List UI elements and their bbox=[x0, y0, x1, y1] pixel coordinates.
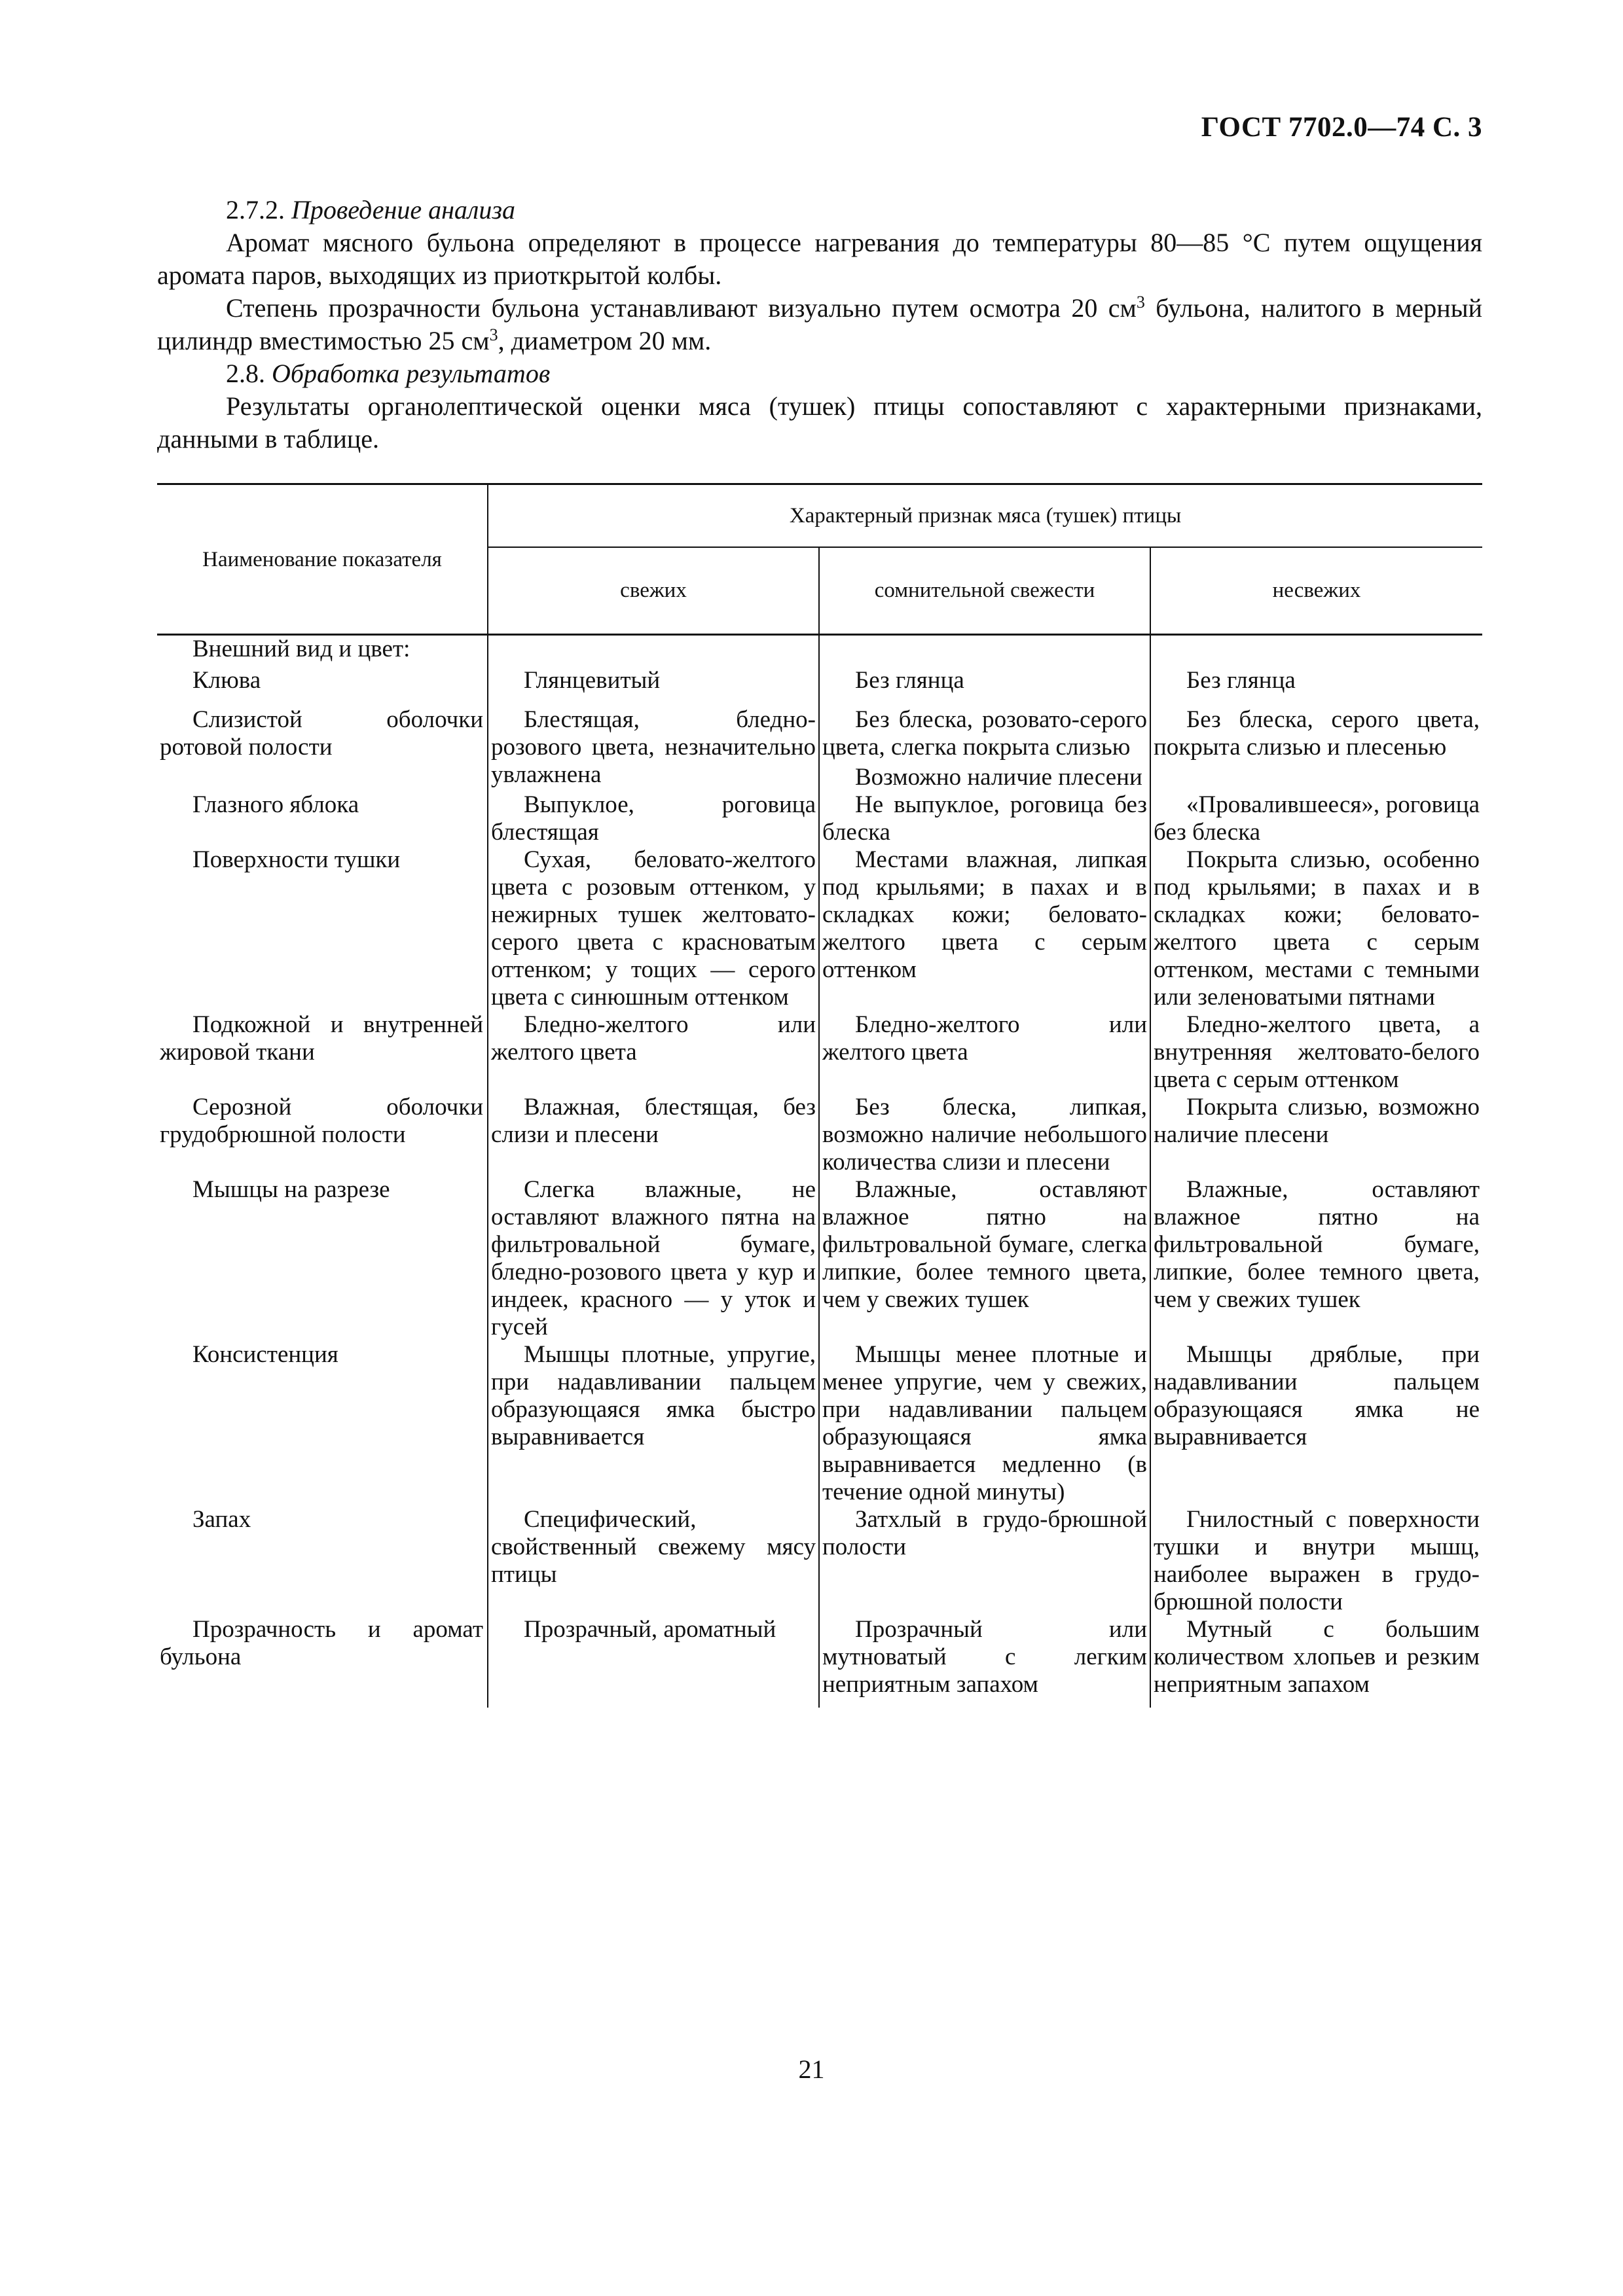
table-row bbox=[157, 1011, 1482, 1094]
cell-doubtful: Мышцы менее плотные и менее упругие, чем у свежих, при надавливании пальцем образующаяся ямка выравнивается медленно (в течение одной минуты) bbox=[819, 1341, 1150, 1506]
indicator-name: Глазного яблока bbox=[192, 791, 359, 818]
table-row bbox=[157, 1341, 1482, 1506]
header-doubtful: сомнительной свежести bbox=[819, 547, 1150, 635]
paragraph-aroma: Аромат мясного бульона определяют в процессе нагревания до температуры 80—85 °С путем ощущения аромата паров, выходящих из приоткрытой колбы. bbox=[157, 228, 1482, 290]
cell-fresh: Выпуклое, роговица блестящая bbox=[488, 791, 819, 846]
cell-doubtful: Прозрачный или мутноватый с легким неприятным запахом bbox=[819, 1616, 1150, 1708]
section-number: 2.7.2. bbox=[226, 195, 285, 224]
header-characteristic-group: Характерный признак мяса (тушек) птицы bbox=[488, 484, 1482, 547]
cell-fresh: Мышцы плотные, упругие, при надавливании пальцем образующаяся ямка быстро выравнивается bbox=[488, 1341, 819, 1506]
cell-stale: Мутный с большим количеством хлопьев и резким неприятным запахом bbox=[1150, 1616, 1482, 1708]
table-row bbox=[157, 663, 1482, 706]
cell-fresh: Специфический, свойственный свежему мясу птицы bbox=[488, 1506, 819, 1616]
text-span: , диаметром 20 мм. bbox=[498, 326, 712, 355]
cell-doubtful-note: Возможно наличие плесени bbox=[855, 764, 1142, 791]
cell-stale: Влажные, оставляют влажное пятно на фильтровальной бумаге, липкие, более темного цвета, чем у свежих тушек bbox=[1150, 1176, 1482, 1341]
cell-doubtful: Затхлый в грудо-брюшной полости bbox=[819, 1506, 1150, 1616]
empty-cell bbox=[819, 635, 1150, 664]
cell-doubtful bbox=[819, 706, 1150, 791]
indicator-name: Клюва bbox=[192, 667, 261, 694]
indicator-name: Запах bbox=[192, 1506, 251, 1533]
header-indicator-name: Наименование показателя bbox=[157, 484, 488, 635]
cell-fresh: Бледно-желтого или желтого цвета bbox=[488, 1011, 819, 1094]
cell-doubtful: Без глянца bbox=[819, 663, 1150, 706]
cell-stale: Без блеска, серого цвета, покрыта слизью и плесенью bbox=[1150, 706, 1482, 791]
section-number: 2.8. bbox=[226, 359, 265, 388]
section-2-8-heading bbox=[157, 357, 1482, 390]
indicator-name: Мышцы на разрезе bbox=[192, 1176, 390, 1203]
characteristics-table bbox=[157, 483, 1482, 1708]
empty-cell bbox=[1150, 635, 1482, 664]
cell-doubtful: Не выпуклое, роговица без блеска bbox=[819, 791, 1150, 846]
cell-fresh: Глянцевитый bbox=[488, 663, 819, 706]
superscript: 3 bbox=[1136, 293, 1145, 312]
section-2-7-2 bbox=[157, 194, 1482, 456]
cell-stale: Гнилостный с поверхности тушки и внутри мышц, наиболее выражен в грудо-брюшной полости bbox=[1150, 1506, 1482, 1616]
cell-doubtful: Без блеска, липкая, возможно наличие небольшого количества слизи и плесени bbox=[819, 1094, 1150, 1176]
cell-doubtful: Местами влажная, липкая под крыльями; в пахах и в складках кожи; беловато-желтого цвета с серым оттенком bbox=[819, 846, 1150, 1011]
paragraph-transparency bbox=[157, 292, 1482, 357]
indicator-name: Прозрачность и аромат бульона bbox=[160, 1616, 483, 1670]
text-span: бульона, налитого в мерный цилиндр вместимостью 25 см bbox=[157, 293, 1482, 355]
cell-fresh: Блестящая, бледно-розового цвета, незначительно увлажнена bbox=[488, 706, 819, 791]
table-row bbox=[157, 791, 1482, 846]
indicator-name: Серозной оболочки грудобрюшной полости bbox=[160, 1094, 483, 1148]
running-head: ГОСТ 7702.0—74 С. 3 bbox=[1201, 112, 1482, 143]
indicator-name: Поверхности тушки bbox=[192, 846, 401, 873]
section-title: Обработка результатов bbox=[272, 359, 551, 388]
superscript: 3 bbox=[489, 325, 498, 344]
cell-doubtful-text: Без блеска, розовато-серого цвета, слегка покрыта слизью bbox=[822, 706, 1147, 761]
cell-stale: Бледно-желтого цвета, а внутренняя желтовато-белого цвета с серым оттенком bbox=[1150, 1011, 1482, 1094]
table-row bbox=[157, 1616, 1482, 1708]
indicator-name: Подкожной и внутренней жировой ткани bbox=[160, 1011, 483, 1066]
table-row bbox=[157, 1094, 1482, 1176]
table-row bbox=[157, 846, 1482, 1011]
cell-fresh: Влажная, блестящая, без слизи и плесени bbox=[488, 1094, 819, 1176]
indicator-name: Слизистой оболочки ротовой полости bbox=[160, 706, 483, 761]
header-stale: несвежих bbox=[1150, 547, 1482, 635]
cell-stale: Мышцы дряблые, при надавливании пальцем образующаяся ямка не выравнивается bbox=[1150, 1341, 1482, 1506]
cell-fresh: Прозрачный, ароматный bbox=[488, 1616, 819, 1708]
cell-fresh: Слегка влажные, не оставляют влажного пятна на фильтровальной бумаге, бледно-розового цвета у кур и индеек, красного — у уток и гусей bbox=[488, 1176, 819, 1341]
cell-fresh: Сухая, беловато-желтого цвета с розовым оттенком, у нежирных тушек желтовато-серого цвета с красноватым оттенком; у тощих — серого цвета с синюшным оттенком bbox=[488, 846, 819, 1011]
cell-stale: «Провалившееся», роговица без блеска bbox=[1150, 791, 1482, 846]
section-title: Проведение анализа bbox=[291, 195, 515, 224]
table-row bbox=[157, 635, 1482, 664]
cell-stale: Покрыта слизью, возможно наличие плесени bbox=[1150, 1094, 1482, 1176]
cell-stale: Покрыта слизью, особенно под крыльями; в пахах и в складках кожи; беловато-желтого цвета с серым оттенком, местами с темными или зеленоватыми пятнами bbox=[1150, 846, 1482, 1011]
indicator-name: Консистенция bbox=[192, 1341, 338, 1368]
group-title: Внешний вид и цвет: bbox=[192, 636, 410, 662]
table-row bbox=[157, 1176, 1482, 1341]
table-row bbox=[157, 1506, 1482, 1616]
table-row bbox=[157, 706, 1482, 791]
empty-cell bbox=[488, 635, 819, 664]
header-fresh: свежих bbox=[488, 547, 819, 635]
cell-stale: Без глянца bbox=[1150, 663, 1482, 706]
cell-doubtful: Бледно-желтого или желтого цвета bbox=[819, 1011, 1150, 1094]
page-number: 21 bbox=[798, 2054, 825, 2084]
paragraph-results: Результаты органолептической оценки мяса (тушек) птицы сопоставляют с характерными признаками, данными в таблице. bbox=[157, 391, 1482, 454]
text-span: Степень прозрачности бульона устанавливают визуально путем осмотра 20 см bbox=[226, 293, 1137, 323]
cell-doubtful: Влажные, оставляют влажное пятно на фильтровальной бумаге, слегка липкие, более темного цвета, чем у свежих тушек bbox=[819, 1176, 1150, 1341]
section-2-7-2-heading bbox=[157, 194, 1482, 226]
